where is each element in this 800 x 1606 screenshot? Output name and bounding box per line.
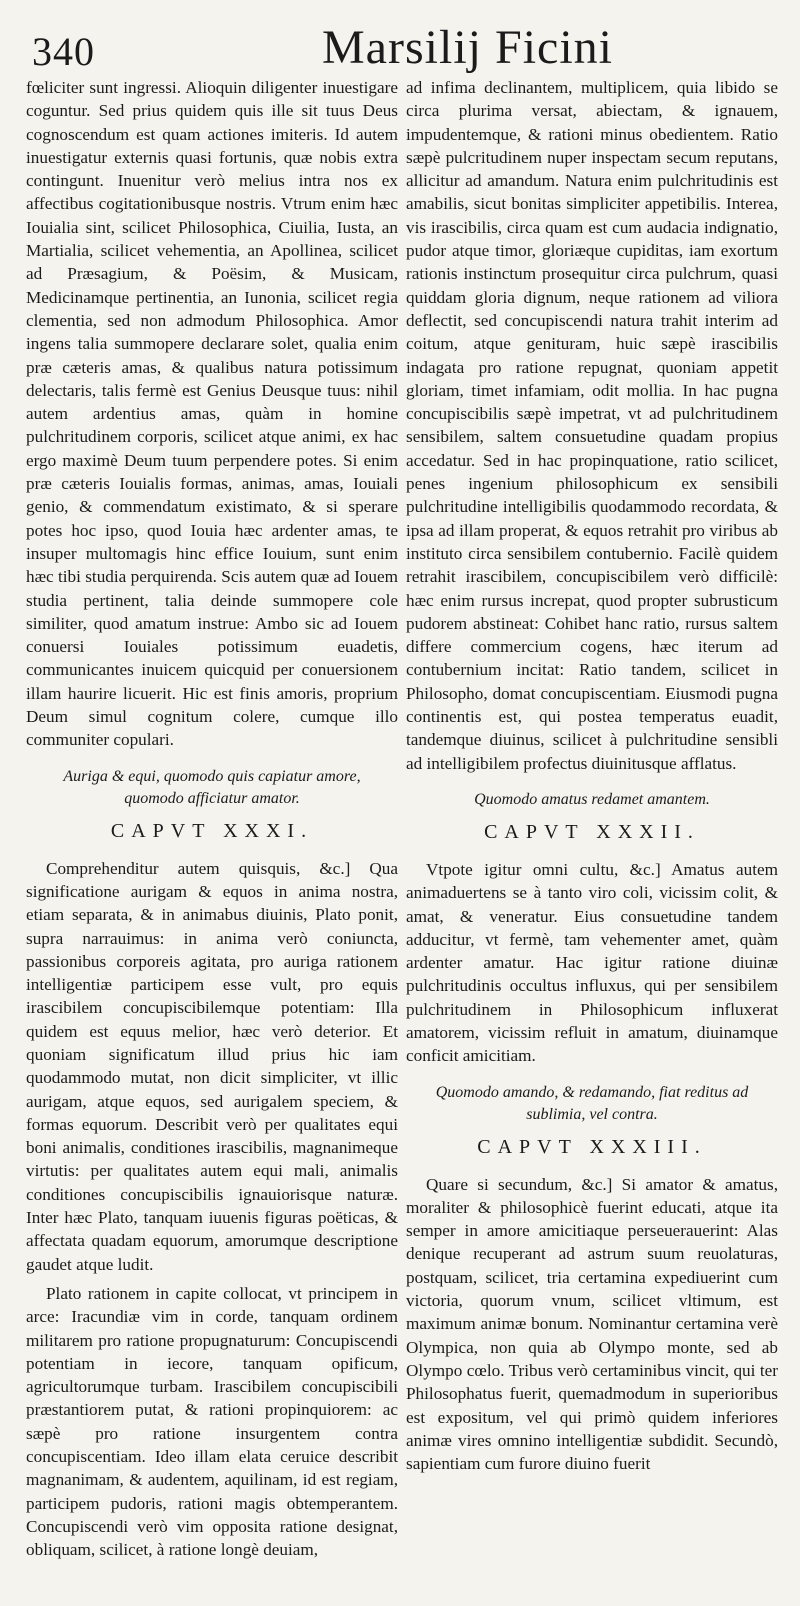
paragraph: Quare si secundum, &c.] Si amator & amatus, moraliter & philosophicè fuerint educati, atque ita semper in amore amicitiaque perseuerauerint: Alas denique recuperant ad astrum suum reuolaturas, postquam, scilicet, tria certamina expediuerint cum victoria, quorum vnum, scilicet vltimum, est maximum animæ bonum. Nominantur certamina verè Olympica, non quia ab Olympo monte, sed ab Olympo cœlo. Tribus verò certaminibus vincit, qui ter Philosophatus fuerit, quemadmodum in superioribus est expositum, vel qui primò quidem inferiores animæ vires omnino intelligentiæ subdidit. Secundò, sapientiam cum furore diuino fuerit [406,1174,778,1474]
chapter-rubric: Quomodo amatus redamet amantem. [474,790,710,808]
paragraph: ad infima declinantem, multiplicem, quia libido se circa plurima versat, abiectam, & ignauem, impudentemque, & rationi minus obedientem. Ratio sæpè pulcritudinem nuper inspectam secum reputans, allicitur ad amandum. Natura enim pulchritudinis est amabilis, sicut bonitas simpliciter appetibilis. Interea, vis irascibilis, circa quam est cum audacia indignatio, pudor atque timor, gloriæque cupiditas, iam exortum rationis instinctum prosequitur circa pulchrum, quasi quiddam gloria dignum, neque rationem ad viliora deflectit, sed concupiscendi natura trahit interim ad coitum, atque genituram, huic sæpè irascibilis indagata pro ratione repugnat, quoniam appetit gloriam, timet infamiam, odit mollia. In hac pugna concupiscibilis sæpè impetrat, vt ad pulchritudinem sensibilem, saltem consuetudine quadam propius accedatur. Sed in hac propinquatione, ratio scilicet, penes ingenium philosophicum ex sensibili pulchritudine intelligibilis quodammodo recordata, & ipsa ad illam properat, & equos retrahit pro viribus ab instituto circa sensibilem contubernio. Facilè quidem retrahit irascibilem, concupiscibilem verò difficilè: hæc enim rursus increpat, quod propter subrusticum pudorem abstineat: Cohibet hanc ratio, rursus saltem differe commercium cogens, hæc iterum ad contubernium incitat: Ratio tandem, scilicet in Philosopho, domat concupiscentiam. Eiusmodi pugna continentis est, qui postea temperatus euadit, tandemque diuinus, scilicet à pulchritudine sensibli ad intelligibilem profectus diuinitusque afflatus. [406,78,778,773]
running-title: Marsilij Ficini [322,21,613,74]
paragraph: Plato rationem in capite collocat, vt principem in arce: Iracundiæ vim in corde, tanquam ordinem militarem pro ratione propugnaturum: Concupiscendi potentiam in iecore, tanquam opificum, agricultorumque turbam. Irascibilem concupiscibili præstantiorem putat, & rationi propinquiorem: ac sæpè pro ratione insurgentem contra concupiscentiam. Ideo illam elata ceruice describit magnanimam, & audentem, aquilinam, id est regiam, participem pudoris, rationi magis obtemperantem. Concupiscendi verò vim opposita ratione designat, obliquam, scilicet, à ratione longè deuiam, [26,1283,398,1560]
left-column [26,76,398,1568]
text-columns [26,76,778,1568]
paragraph: Vtpote igitur omni cultu, &c.] Amatus autem animaduertens se à tanto viro coli, vicissim colit, & amat, & veneratur. Eius consuetudine tandem adducitur, vt fermè, tam vehementer amet, quàm ardenter amatur. Hac igitur ratione diuinæ pulchritudinis occultus influxus, qui per sensibilem pulchritudinem in Philosophicum influxerat amatorem, vicissim refluit in amatum, diuinamque conficit amicitiam. [406,859,778,1066]
chapter-heading: CAPVT XXXII. [484,820,700,843]
chapter-rubric: Quomodo amando, & redamando, fiat reditus ad sublimia, vel contra. [435,1083,749,1123]
chapter-heading: CAPVT XXXI. [110,819,314,842]
right-column [406,76,778,1568]
chapter-rubric: Auriga & equi, quomodo quis capiatur amore, quomodo afficiatur amator. [63,767,361,807]
page-header [26,10,778,76]
chapter-heading: CAPVT XXXIII. [477,1135,707,1158]
paragraph: Comprehenditur autem quisquis, &c.] Qua significatione aurigam & equos in anima nostra, etiam separata, & in animabus diuinis, Plato ponit, supra narrauimus: in anima verò coniuncta, passionibus corporeis agitata, pro auriga rationem intelligentiæ participem esse vult, pro equis irascibilem concupiscibilemque potentiam: Illa quidem est equus melior, hæc verò deterior. Et quoniam significatum illud prius hic iam quodammodo mutat, non dicit simpliciter, vt illic aurigam, atque equos, sed aurigalem speciem, & formas equorum. Describit verò per qualitates equi boni animalis, conditiones irascibilis, magnanimeque virtutis: per qualitates autem equi mali, animalis conditiones concupiscibilis ignauiorisque naturæ. Inter hæc Plato, tanquam iuuenis figuras poëticas, & affectata quadam equorum, amorumque descriptione gaudet atque ludit. [26,858,398,1274]
paragraph: fœliciter sunt ingressi. Alioquin diligenter inuestigare coguntur. Sed prius quidem quis ille sit tuus Deus cognoscendum est quam actiones imiteris. Id autem inuestigatur externis quasi fortunis, quæ nobis extra contingunt. Inuenitur verò melius intra nos ex affectibus cogitationibusque nostris. Vtrum enim hæc Iouialia sint, scilicet Philosophica, Ciuilia, Iusta, an Martialia, scilicet vehementia, an Apollinea, scilicet ad Præsagium, & Poësim, & Musicam, Medicinamque pertinentia, an Iunonia, scilicet regia clementia, sed non admodum Philosophica. Amor ingens talia summopere declarare solet, qualia enim præ cæteris amas, & qualibus natura potissimum delectaris, talis fermè est Genius Deusque tuus: nihil autem ardentius amas, quàm in homine pulchritudinem corporis, scilicet atque animi, ex hac ergo maximè Deum tuum perpendere potes. Si enim præ cæteris Iouialis formas, animas, amas, Iouiali genio, & commendatum existimato, & si sperare potes hoc ipso, quod Iouia hæc ardenter amas, te insuper multomagis hinc effice Iouium, sunt enim hæc tibi studia perquirenda. Scis autem quæ ad Iouem studia pertinent, talia deinde summopere cole similiter, quod amatum instrue: Ambo sic ad Iouem conuersi Iouiales potissimum euadetis, communicantes inuicem quicquid per conuersionem illam haurire licuerit. Hic est finis amoris, proprium Deum simul cognitum colere, cumque illo communiter copulari. [26,78,398,750]
page-number: 340 [32,29,95,74]
